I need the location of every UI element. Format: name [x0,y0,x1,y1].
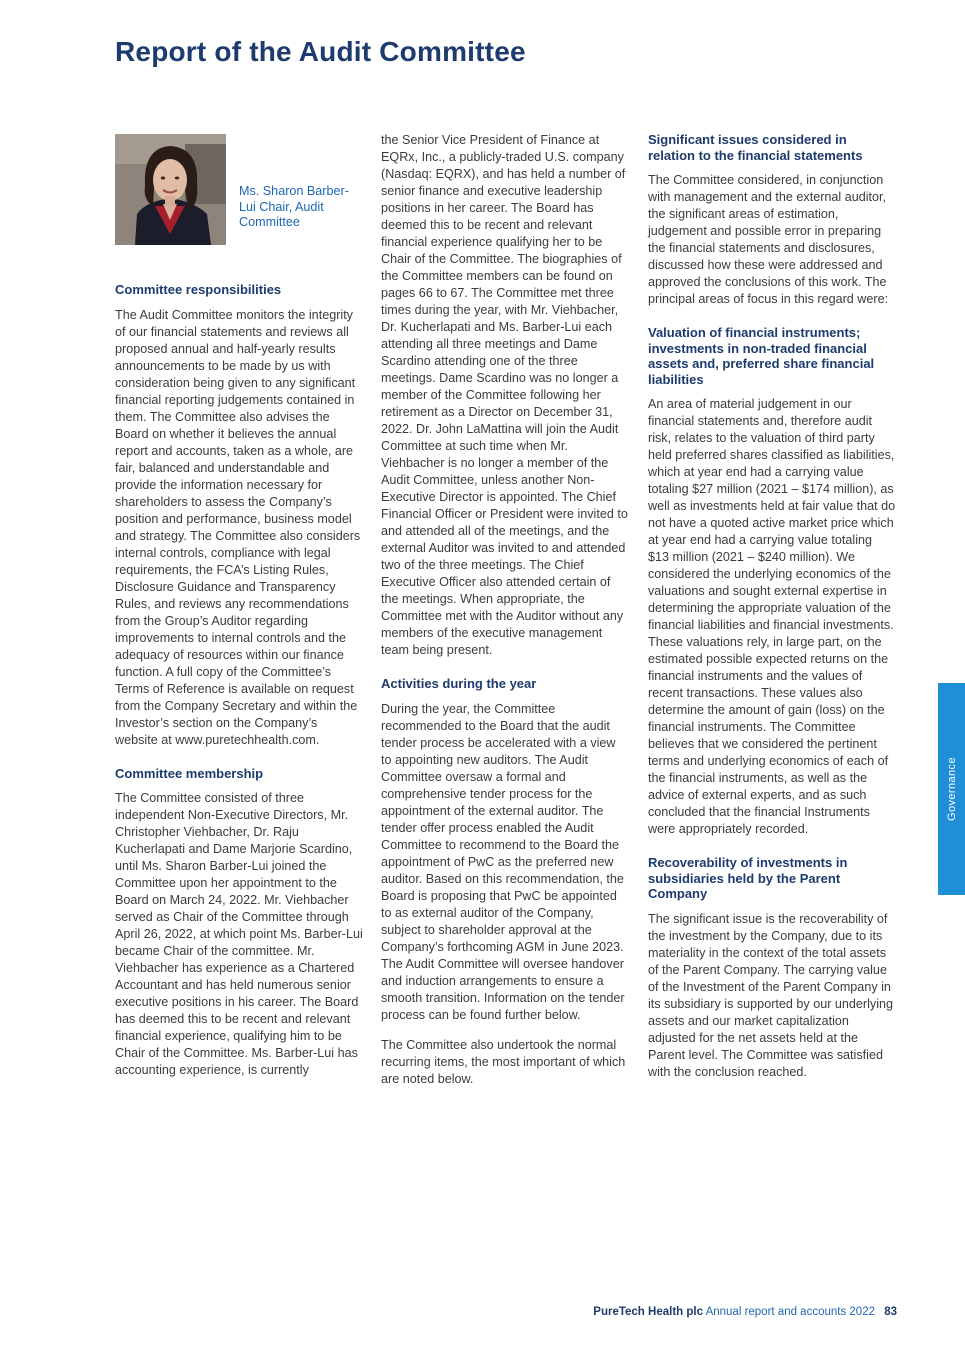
activities-paragraph-1: During the year, the Committee recommended to the Board that the audit tender process be accelerated with a view to appointing new auditors. The Audit Committee oversaw a formal and comprehensive tender process for the appointment of the external auditor. The tender offer process enabled the Audit Committee to recommend to the Board the appointment of PwC as the preferred new auditor. Based on this recommendation, the Board is proposing that PwC be appointed to as external auditor of the Company, subject to shareholder approval at the Company’s forthcoming AGM in June 2023. The Audit Committee will oversee handover and induction arrangements to ensure a smooth transition. Information on the tender process can be found further below. [381,701,625,1022]
membership-paragraph: The Committee consisted of three independent Non-Executive Directors, Mr. Christopher Viehbacher, Dr. Raju Kucherlapati and Dame Marjorie Scardino, until Ms. Sharon Barber-Lui joined the Committee upon her appointment to the Board on March 24, 2022. Mr. Viehbacher served as Chair of the Committee through April 26, 2022, at which point Ms. Barber-Lui became Chair of the committee. Mr. Viehbacher has experience as a Chartered Accountant and has held numerous senior executive positions in his career. The Board has deemed this to be recent and relevant financial experience, qualifying him to be Chair of the Committee. Ms. Barber-Lui has accounting experience, is currently [115,791,363,1077]
heading-committee-responsibilities: Committee responsibilities [115,282,282,297]
governance-tab-label: Governance [945,757,958,821]
heading-committee-membership: Committee membership [115,765,264,781]
page-footer [593,1306,897,1318]
heading-significant-issues: Significant issues considered in relation to the financial statements [648,132,863,163]
portrait-image [115,134,226,245]
page-number: 83 [884,1306,897,1318]
valuation-paragraph: An area of material judgement in our financial statements and, therefore audit risk, relates to the valuation of third party held preferred shares classified as liabilities, which at year end had a carrying value totaling $27 million (2021 – $174 million), as well as investments held at fair value that do not have a quoted active market price which at year end had a carrying value totaling $13 million (2021 – $240 million). We considered the underlying economics of the valuations and sought external expertise in determining the appropriate valuation of the financial liabilities and financial investments. These valuations rely, in large part, on the estimated possible expected returns on the financial instruments and the values of recent transactions. These values also determine the amount of gain (loss) on the financial instruments. The Committee believes that we considered the pertinent terms and underlying economics of each of the financial instruments, as well as the advice of external experts, and as such concluded that the financial Instruments were appropriately recorded. [648,397,896,836]
chair-profile [115,132,363,282]
column-middle [381,132,629,1101]
column-right [648,132,896,1094]
heading-activities-during-year: Activities during the year [381,676,537,691]
footer-brand: PureTech Health plc [593,1306,703,1318]
page-title: Report of the Audit Committee [115,36,526,67]
heading-recoverability-investments: Recoverability of investments in subsidiaries held by the Parent Company [648,855,848,901]
heading-valuation-financial-instruments: Valuation of financial instruments; investments in non-traded financial assets and, preferred share financial liabilities [648,325,875,387]
recoverability-paragraph: The significant issue is the recoverability of the investment by the Company, due to its materiality in the context of the total assets of the Parent Company. The carrying value of the Investment of the Parent Company in its subsidiary is supported by our underlying assets and our market capitalization adjusted for the net assets held at the Parent level. The Committee was satisfied with the conclusion reached. [648,911,894,1079]
chair-portrait-photo [115,134,226,245]
governance-section-tab [938,683,965,895]
footer-document-title: Annual report and accounts 2022 [705,1306,875,1318]
chair-caption: Ms. Sharon Barber-Lui Chair, Audit Committee [239,184,349,229]
significant-issues-paragraph: The Committee considered, in conjunction with management and the external auditor, the significant areas of estimation, judgement and possible error in preparing the financial statements and disclosures, discussed how these were addressed and approved the conclusions of this work. The principal areas of focus in this regard were: [648,173,889,306]
membership-paragraph-continued: the Senior Vice President of Finance at EQRx, Inc., a publicly-traded U.S. company (Nasdaq: EQRX), and has held a number of senior finance and executive leadership positions in her career. The Board has deemed this to be recent and relevant financial experience qualifying her to be Chair of the Committee. The biographies of the Committee members can be found on pages 66 to 67. The Committee met three times during the year, with Mr. Viehbacher, Dr. Kucherlapati and Ms. Barber-Lui each attending all three meetings and Dame Scardino attending one of the three meetings. Dame Scardino was no longer a member of the Committee following her retirement as a Director on December 31, 2022. Dr. John LaMattina will join the Audit Committee at such time when Mr. Viehbacher is no longer a member of the Audit Committee, unless another Non-Executive Director is appointed. The Chief Financial Officer or President were invited to and attended all of the meetings, and the external Auditor was invited to and attended two of the three meetings. The Chief Executive Officer also attended certain of the meetings. When appropriate, the Committee met with the Auditor without any members of the executive management team being present. [381,133,628,657]
activities-paragraph-2: The Committee also undertook the normal recurring items, the most important of which are noted below. [381,1037,626,1086]
responsibilities-paragraph: The Audit Committee monitors the integrity of our financial statements and reviews all proposed annual and half-yearly results announcements to be made by us with consideration being given to any significant financial reporting judgements contained in them. The Committee also advises the Board on whether it believes the annual report and accounts, taken as a whole, are fair, balanced and understandable and provide the information necessary for shareholders to assess the Company’s position and performance, business model and strategy. The Committee also considers internal controls, compliance with legal requirements, the FCA’s Listing Rules, Disclosure Guidance and Transparency Rules, and reviews any recommendations from the Group’s Auditor regarding improvements to internal controls and the adequacy of resources within our finance function. A full copy of the Committee’s Terms of Reference is available on request from the Company Secretary and within the Investor’s section on the Company’s website at www.puretechhealth.com. [115,307,361,747]
column-left [115,132,363,1092]
